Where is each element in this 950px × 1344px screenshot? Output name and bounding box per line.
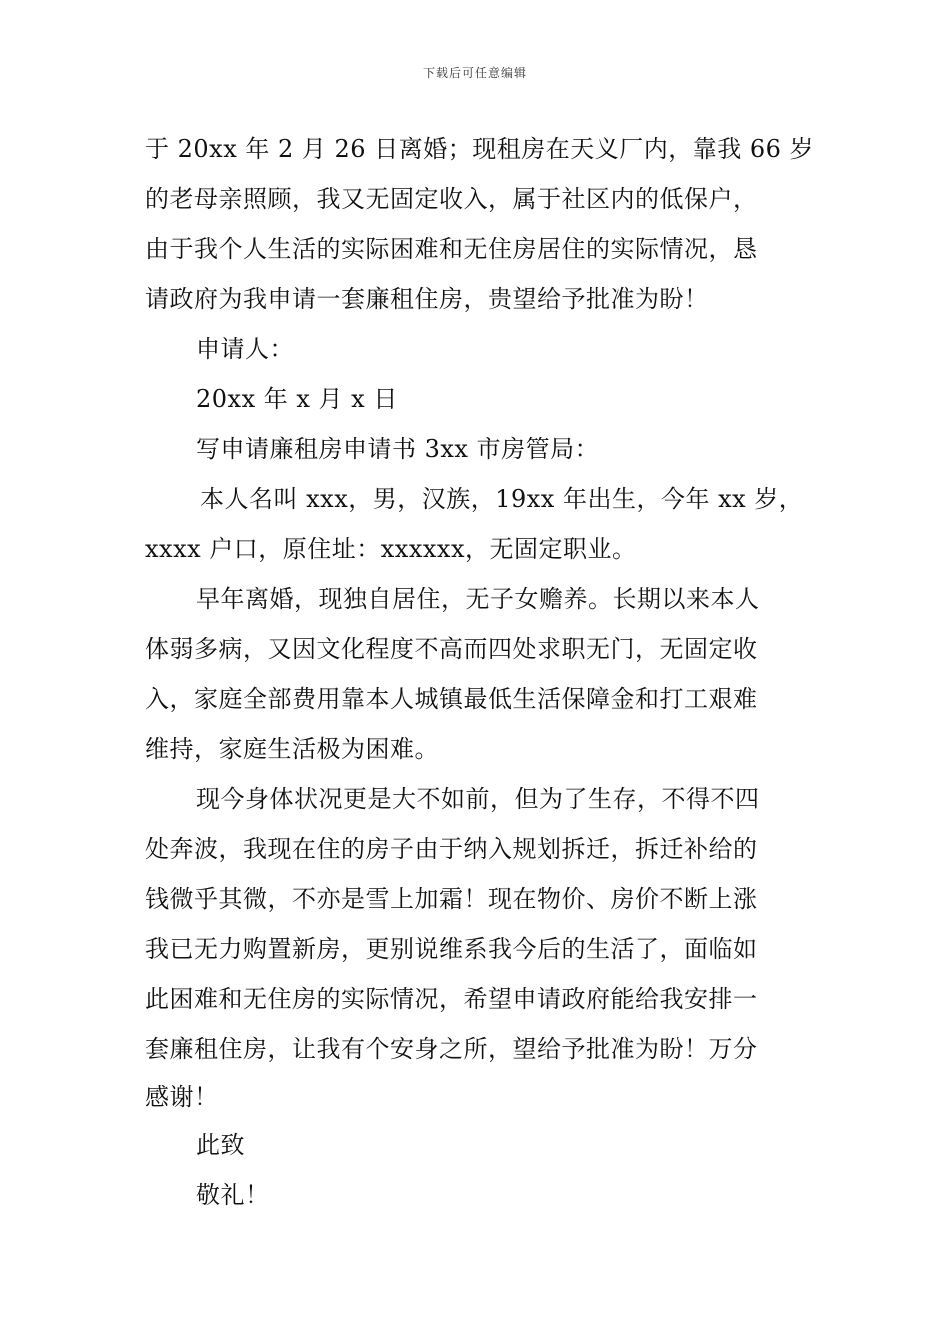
body-line-17: 我已无力购置新房，更别说维系我今后的生活了，面临如 (145, 935, 758, 963)
body-line-20: 感谢！ (145, 1083, 219, 1111)
body-line-9: xxxx 户口，原住址：xxxxxx，无固定职业。 (145, 535, 637, 563)
body-line-13: 维持，家庭生活极为困难。 (145, 735, 439, 763)
body-line-10: 早年离婚，现独自居住，无子女赡养。长期以来本人 (196, 585, 760, 613)
body-line-18: 此困难和无住房的实际情况，希望申请政府能给我安排一 (145, 985, 758, 1013)
body-line-11: 体弱多病，又因文化程度不高而四处求职无门，无固定收 (145, 635, 758, 663)
closing-respect: 敬礼！ (196, 1181, 270, 1209)
section-heading: 写申请廉租房申请书 3xx 市房管局： (196, 435, 600, 463)
body-line-12: 入，家庭全部费用靠本人城镇最低生活保障金和打工艰难 (145, 685, 758, 713)
applicant-label: 申请人： (196, 335, 294, 363)
body-line-19: 套廉租住房，让我有个安身之所，望给予批准为盼！万分 (145, 1035, 758, 1063)
body-line-14: 现今身体状况更是大不如前，但为了生存，不得不四 (196, 785, 760, 813)
body-line-16: 钱微乎其微，不亦是雪上加霜！现在物价、房价不断上涨 (145, 885, 758, 913)
body-line-8: 本人名叫 xxx，男，汉族，19xx 年出生，今年 xx 岁， (200, 485, 804, 513)
body-line-3: 由于我个人生活的实际困难和无住房居住的实际情况，恳 (145, 235, 758, 263)
body-line-1: 于 20xx 年 2 月 26 日离婚；现租房在天义厂内，靠我 66 岁 (145, 135, 814, 163)
closing-salutation: 此致 (196, 1131, 245, 1159)
body-line-15: 处奔波，我现在住的房子由于纳入规划拆迁，拆迁补给的 (145, 835, 758, 863)
application-date: 20xx 年 x 月 x 日 (196, 385, 398, 413)
body-line-4: 请政府为我申请一套廉租住房，贵望给予批准为盼！ (145, 285, 709, 313)
body-line-2: 的老母亲照顾，我又无固定收入，属于社区内的低保户， (145, 185, 758, 213)
page-header-note: 下载后可任意编辑 (422, 66, 527, 80)
